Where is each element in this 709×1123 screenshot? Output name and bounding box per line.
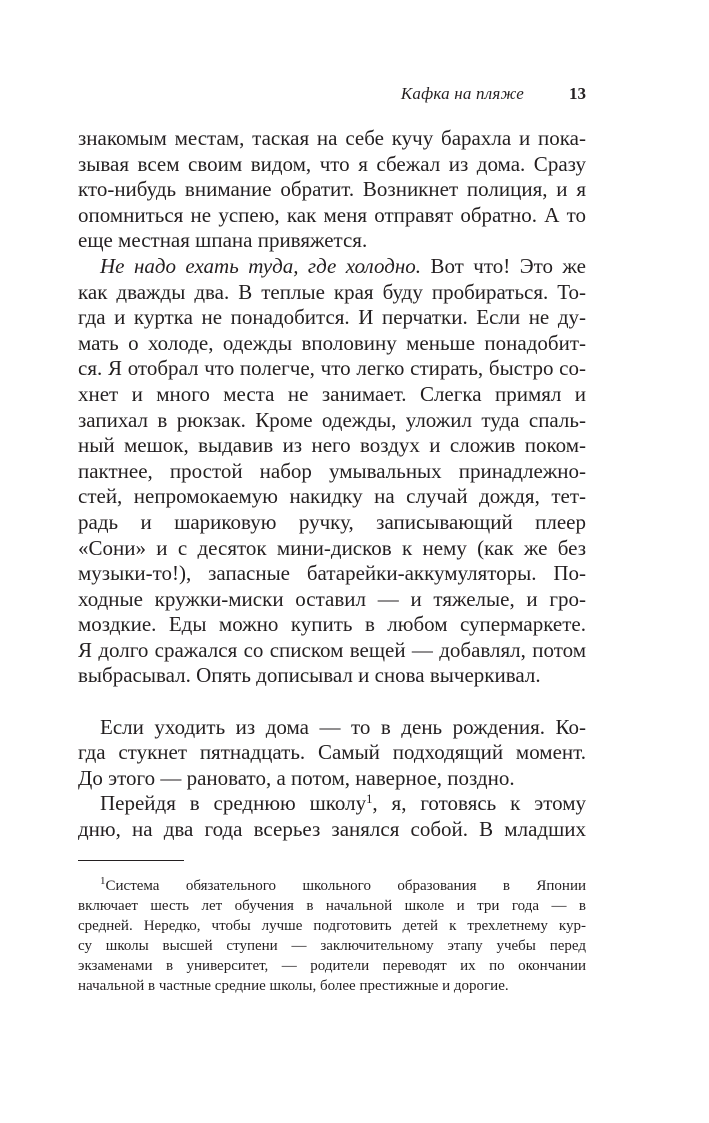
text-line: как дважды два. В теплые края буду пробираться. То- <box>78 279 586 304</box>
text-line: запихал в рюкзак. Кроме одежды, уложил туда спаль- <box>78 407 586 432</box>
footnote-mark: 1 <box>100 875 106 887</box>
text-line: Если уходить из дома — то в день рождения. Ко- <box>100 714 586 739</box>
text-line: ся. Я отобрал что полегче, что легко стирать, быстро со- <box>78 356 586 381</box>
text-fragment: Вот что! Это же <box>420 253 586 278</box>
text-line: опомниться не успею, как меня отправят обратно. А то <box>78 202 586 227</box>
text-line: дню, на два года всерьез занялся собой. В младших <box>78 817 586 842</box>
text-line: моздкие. Еды можно купить в любом супермаркете. <box>78 612 586 637</box>
footnote-line: включает шесть лет обучения в начальной школе и три года — в <box>78 898 586 914</box>
text-line: еще местная шпана привяжется. <box>78 228 368 253</box>
footnote-reference[interactable]: 1 <box>366 792 373 807</box>
text-line: знакомым местам, таская на себе кучу барахла и пока- <box>78 126 586 150</box>
text-line <box>78 254 586 280</box>
text-fragment: Система обязательного школьного образования в Японии <box>105 878 586 894</box>
text-line: пактнее, простой набор умывальных принадлежно- <box>78 458 586 483</box>
footnote-line: начальной в частные средние школы, более престижные и дорогие. <box>78 978 509 994</box>
text-line: Я долго сражался со списком вещей — добавлял, потом <box>78 637 586 662</box>
main-text <box>78 126 586 843</box>
footnote <box>78 876 586 996</box>
text-line: выбрасывал. Опять дописывал и снова вычеркивал. <box>78 663 541 688</box>
text-line: До этого — рановато, а потом, наверное, поздно. <box>78 765 515 790</box>
section-break <box>78 689 586 715</box>
text-line: мать о холоде, одежды вполовину меньше понадобит- <box>78 330 586 355</box>
text-line: зывая всем своим видом, что я сбежал из дома. Сразу <box>78 151 586 176</box>
footnote-line: средней. Нередко, чтобы лучше подготовить детей к трехлетнему кур- <box>78 918 586 934</box>
text-line <box>78 791 586 817</box>
footnote-divider <box>78 860 184 861</box>
running-header <box>78 84 586 108</box>
text-line: гда стукнет пятнадцать. Самый подходящий момент. <box>78 740 586 765</box>
page-number: 13 <box>569 84 586 103</box>
text-line: ный мешок, выдавив из него воздух и сложив поком- <box>78 433 586 458</box>
running-title: Кафка на пляже <box>400 84 524 103</box>
text-line: «Сони» и с десяток мини-дисков к нему (как же без <box>78 535 586 560</box>
footnote-line: су школы высшей ступени — заключительному этапу учебы перед <box>78 938 586 954</box>
text-fragment: Перейдя в среднюю школу <box>100 791 367 816</box>
text-line: хнет и много места не занимает. Слегка примял и <box>78 381 586 406</box>
text-line: ходные кружки-миски оставил — и тяжелые, и гро- <box>78 586 586 611</box>
footnote-line: экзаменами в университет, — родители переводят их по окончании <box>78 958 586 974</box>
text-line: гда и куртка не понадобится. И перчатки. Если не ду- <box>78 305 586 330</box>
footnote-line <box>78 876 586 896</box>
text-line: кто-нибудь внимание обратит. Возникнет полиция, и я <box>78 177 586 202</box>
text-line: радь и шариковую ручку, записывающий плеер <box>78 509 586 534</box>
text-line: стей, непромокаемую накидку на случай дождя, тет- <box>78 484 586 509</box>
italic-phrase: Не надо ехать туда, где холодно. <box>100 253 421 278</box>
text-line: музыки-то!), запасные батарейки-аккумуляторы. По- <box>78 561 586 586</box>
text-fragment: , я, готовясь к этому <box>372 791 587 816</box>
